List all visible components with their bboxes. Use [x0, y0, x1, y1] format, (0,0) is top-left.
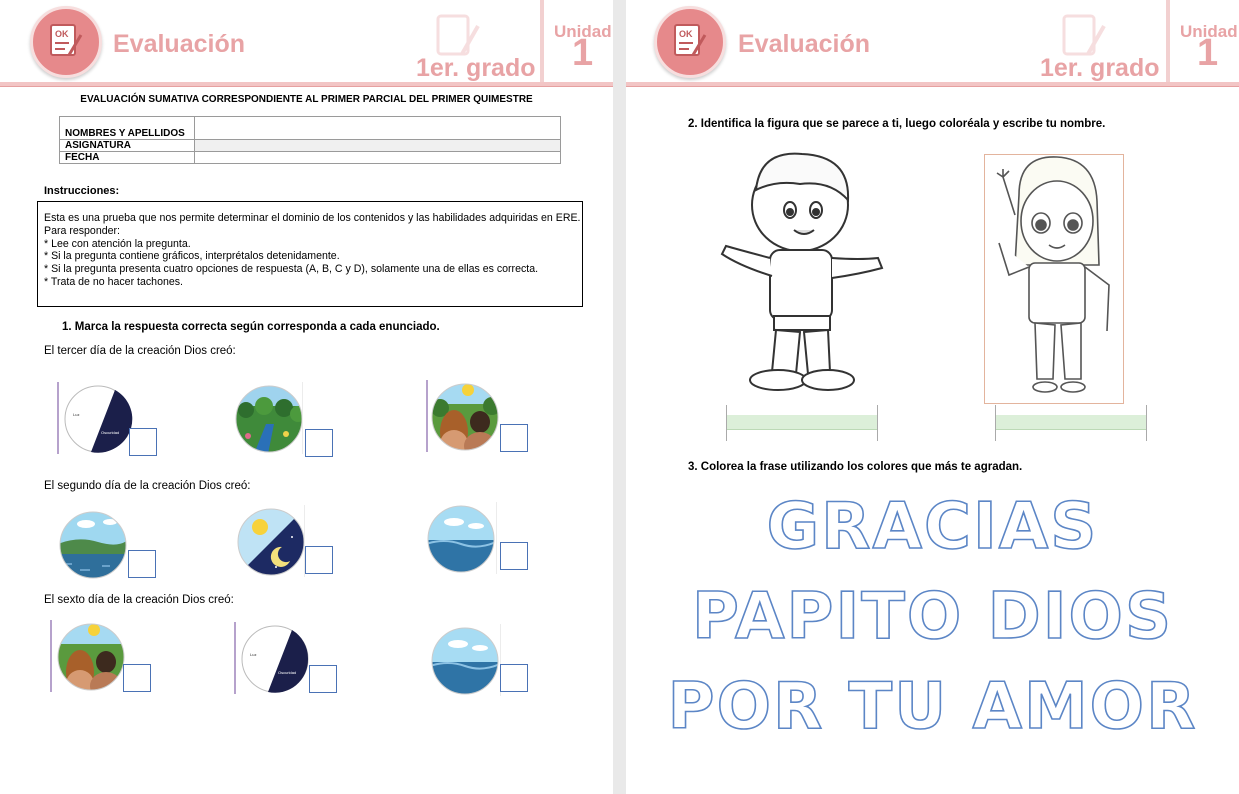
- adam-eve-icon: [430, 382, 500, 452]
- light-dark-icon: [240, 624, 310, 694]
- svg-text:OK: OK: [679, 29, 693, 39]
- question-2: 2. Identifica la figura que se parece a ti, luego coloréala y escribe tu nombre.: [688, 118, 1106, 130]
- unit-label: Unidad: [1180, 22, 1238, 41]
- question-3: 3. Colorea la frase utilizando los colores que más te agradan.: [688, 461, 1023, 473]
- answer-checkbox[interactable]: [305, 429, 333, 457]
- exam-title: EVALUACIÓN SUMATIVA CORRESPONDIENTE AL PRIMER PARCIAL DEL PRIMER QUIMESTRE: [80, 94, 533, 105]
- svg-text:OK: OK: [55, 29, 69, 39]
- evaluation-title: Evaluación: [738, 30, 870, 58]
- coloring-phrase-line-3: POR TU AMOR: [667, 670, 1198, 744]
- grade-label: 1er. grado: [1040, 54, 1160, 82]
- instruction-line: * Si la pregunta contiene gráficos, interprétalos detenidamente.: [44, 250, 340, 263]
- boy-drawing-icon: [720, 150, 890, 400]
- name-label: NOMBRES Y APELLIDOS: [60, 117, 195, 140]
- girl-name-field[interactable]: [995, 405, 1147, 441]
- worksheet-page-2: [626, 0, 1239, 794]
- coloring-phrase-line-1: GRACIAS: [766, 490, 1099, 564]
- adam-eve-icon: [56, 622, 126, 692]
- question-1: 1. Marca la respuesta correcta según corresponda a cada enunciado.: [62, 321, 440, 333]
- answer-checkbox[interactable]: [129, 428, 157, 456]
- name-field[interactable]: [195, 117, 561, 140]
- answer-checkbox[interactable]: [500, 424, 528, 452]
- student-info-table: [59, 116, 561, 164]
- unit-number: 1: [572, 32, 594, 74]
- answer-checkbox[interactable]: [128, 550, 156, 578]
- evaluation-logo-icon: [30, 6, 102, 78]
- sun-moon-icon: [236, 507, 306, 577]
- instruction-line: Esta es una prueba que nos permite determinar el dominio de los contenidos y las habilidades adquiridas en ERE.: [44, 212, 581, 224]
- unit-label: Unidad: [554, 22, 612, 41]
- svg-text:Luz: Luz: [250, 652, 257, 657]
- evaluation-logo-icon: [654, 6, 726, 78]
- boy-name-field[interactable]: [726, 405, 878, 441]
- land-sea-icon: [58, 510, 128, 580]
- coloring-phrase-line-2: PAPITO DIOS: [691, 580, 1174, 654]
- girl-drawing-icon: [985, 155, 1123, 403]
- statement-1: El tercer día de la creación Dios creó:: [44, 345, 236, 357]
- instruction-line: * Lee con atención la pregunta.: [44, 237, 191, 250]
- light-dark-icon: [63, 384, 133, 454]
- instruction-line: * Trata de no hacer tachones.: [44, 275, 183, 288]
- date-label: FECHA: [60, 152, 195, 164]
- answer-checkbox[interactable]: [305, 546, 333, 574]
- subject-label: ASIGNATURA: [60, 140, 195, 152]
- instruction-line: * Si la pregunta presenta cuatro opciones de respuesta (A, B, C y D), solamente una de ellas es correcta.: [44, 263, 539, 276]
- answer-checkbox[interactable]: [123, 664, 151, 692]
- sky-waters-icon: [426, 504, 496, 574]
- girl-drawing-frame: [984, 154, 1124, 404]
- svg-text:Luz: Luz: [73, 412, 80, 417]
- date-field[interactable]: [195, 152, 561, 164]
- svg-text:Oscuridad: Oscuridad: [101, 430, 120, 435]
- page-header: [626, 0, 1239, 90]
- statement-2: El segundo día de la creación Dios creó:: [44, 480, 251, 492]
- answer-checkbox[interactable]: [500, 542, 528, 570]
- grade-label: 1er. grado: [416, 54, 536, 82]
- instruction-line: Para responder:: [44, 224, 120, 237]
- evaluation-title: Evaluación: [113, 30, 245, 58]
- svg-text:Oscuridad: Oscuridad: [278, 670, 297, 675]
- sky-waters-icon: [430, 626, 500, 696]
- forest-river-icon: [234, 384, 304, 454]
- answer-checkbox[interactable]: [309, 665, 337, 693]
- answer-checkbox[interactable]: [500, 664, 528, 692]
- statement-3: El sexto día de la creación Dios creó:: [44, 594, 234, 606]
- page-header: [0, 0, 613, 90]
- subject-field[interactable]: [195, 140, 561, 152]
- instructions-box: [37, 201, 583, 307]
- unit-number: 1: [1197, 32, 1219, 74]
- instructions-label: Instrucciones:: [44, 185, 120, 197]
- worksheet-page-1: [0, 0, 613, 794]
